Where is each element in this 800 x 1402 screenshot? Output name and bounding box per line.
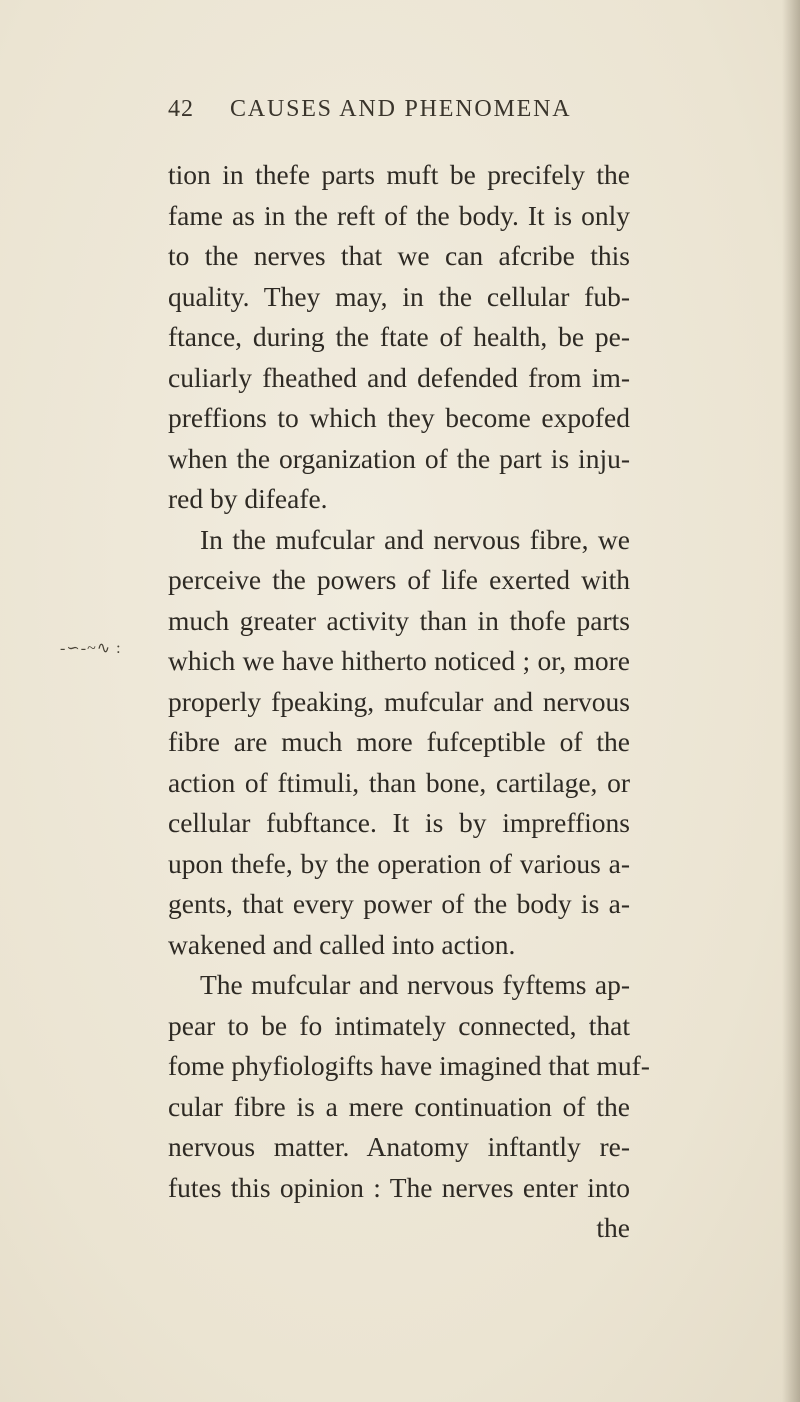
text-line: cellular fubftance. It is by impreffions xyxy=(168,807,630,838)
page-header xyxy=(168,96,638,136)
text-line: pear to be fo intimately connected, that xyxy=(168,1009,630,1041)
text-line: much greater activity than in thofe parts xyxy=(168,604,630,636)
text-line: cular fibre is a mere continuation of the xyxy=(168,1090,630,1122)
text-line: upon thefe, by the operation of various a- xyxy=(168,847,630,879)
body-text xyxy=(168,155,650,1249)
running-title: CAUSES AND PHENOMENA xyxy=(230,96,572,122)
text-line: fame as in the reft of the body. It is only xyxy=(168,199,630,231)
page-number: 42 xyxy=(168,96,194,122)
text-line: In the mufcular and nervous fibre, we xyxy=(200,523,630,555)
page-edge-shadow xyxy=(782,0,800,1402)
text-line: fome phyfiologifts have imagined that muf- xyxy=(168,1050,650,1081)
text-line: fibre are much more fufceptible of the xyxy=(168,726,630,757)
text-line: which we have hitherto noticed ; or, more xyxy=(168,645,630,676)
catchword: the xyxy=(596,1212,630,1243)
text-line: gents, that every power of the body is a- xyxy=(168,888,630,919)
text-line: action of ftimuli, than bone, cartilage, or xyxy=(168,766,630,798)
text-line: when the organization of the part is inju- xyxy=(168,442,630,474)
text-line: preffions to which they become expofed xyxy=(168,402,630,433)
text-line: to the nerves that we can afcribe this xyxy=(168,240,630,271)
text-line: perceive the powers of life exerted with xyxy=(168,564,630,595)
text-line: ftance, during the ftate of health, be pe- xyxy=(168,321,630,352)
text-line: futes this opinion : The nerves enter into xyxy=(168,1171,630,1203)
text-line: wakened and called into action. xyxy=(168,928,516,960)
text-line: culiarly fheathed and defended from im- xyxy=(168,361,630,393)
text-line: nervous matter. Anatomy inftantly re- xyxy=(168,1131,630,1162)
text-line: quality. They may, in the cellular fub- xyxy=(168,280,630,312)
text-line: The mufcular and nervous fyftems ap- xyxy=(200,969,630,1000)
text-line: tion in thefe parts muft be precifely the xyxy=(168,159,630,190)
text-line: red by difeafe. xyxy=(168,483,328,514)
text-line: properly fpeaking, mufcular and nervous xyxy=(168,685,630,717)
margin-annotation-mark: -∽-~∿ : xyxy=(60,640,122,657)
